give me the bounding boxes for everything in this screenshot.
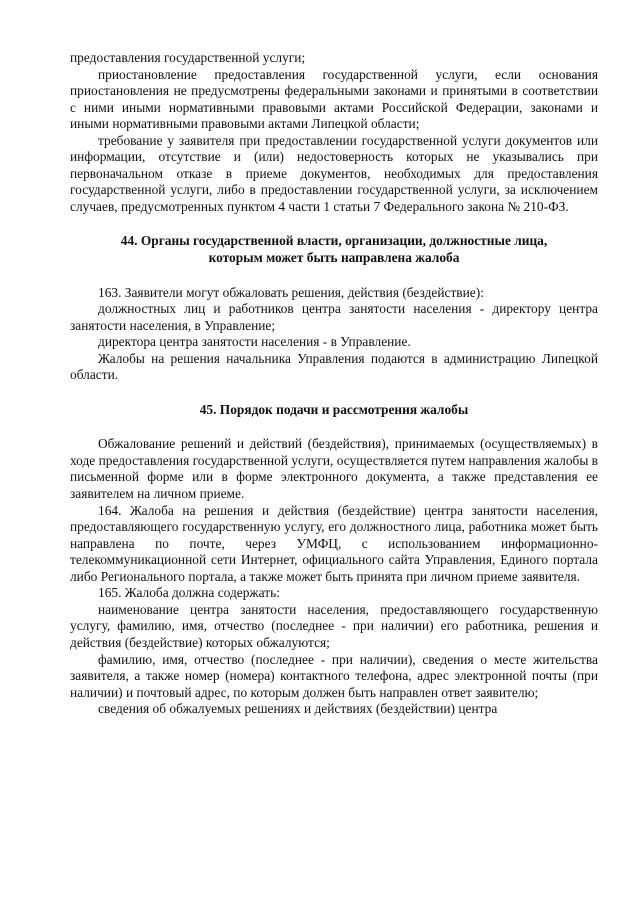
paragraph: наименование центра занятости населения, предоставляющего государственную услугу, фамилию, имя, отчество (последнее - при наличии) его работника, решения и действия (бездействие) которых обжалуются; bbox=[70, 601, 598, 650]
paragraph: требование у заявителя при предоставлении государственной услуги документов или информации, отсутствие и (или) недостоверность которых не указывались при первоначальном отказе в приеме документов, необходимых для предоставления государственной услуги, либо в предоставлении государственной услуги, за исключением случаев, предусмотренных пунктом 4 части 1 статьи 7 Федерального закона № 210-ФЗ. bbox=[70, 132, 598, 214]
paragraph: 163. Заявители могут обжаловать решения, действия (бездействие): bbox=[98, 284, 484, 300]
paragraph: фамилию, имя, отчество (последнее - при наличии), сведения о месте жительства заявителя, а также номер (номера) контактного телефона, адрес электронной почты (при наличии) и почтовый адрес, по которым должен быть направлен ответ заявителю; bbox=[70, 651, 598, 700]
paragraph: Обжалование решений и действий (бездействия), принимаемых (осуществляемых) в ходе предоставления государственной услуги, осуществляется путем направления жалобы в письменной форме или в форме электронного документа, а также представления ее заявителем на личном приеме. bbox=[70, 436, 599, 502]
section-heading-45: 45. Порядок подачи и рассмотрения жалобы bbox=[199, 401, 469, 417]
paragraph: 164. Жалоба на решения и действия (бездействие) центра занятости населения, предоставляющего государственную услугу, его должностного лица, работника может быть направлена по почте, через УМФЦ, с использованием информационно-телекоммуникационной сети Интернет, официального сайта Управления, Единого портала либо Регионального портала, а также может быть принята при личном приеме заявителя. bbox=[70, 502, 598, 584]
paragraph: директора центра занятости населения - в Управление. bbox=[98, 334, 411, 350]
paragraph: предоставления государственной услуги; bbox=[70, 50, 306, 65]
paragraph: должностных лиц и работников центра занятости населения - директору центра занятости населения, в Управление; bbox=[70, 301, 598, 333]
paragraph: приостановление предоставления государственной услуги, если основания приостановления не предусмотрены федеральными законами и принятыми в соответствии с ними иными нормативными правовыми актами Российской Федерации, законами и иными нормативными правовыми актами Липецкой области; bbox=[70, 66, 598, 132]
paragraph: 165. Жалоба должна содержать: bbox=[98, 585, 280, 601]
paragraph: сведения об обжалуемых решениях и действиях (бездействии) центра bbox=[98, 701, 498, 717]
section-heading-44: 44. Органы государственной власти, организации, должностные лица, которым может быть направлена жалоба bbox=[120, 233, 548, 266]
paragraph: Жалобы на решения начальника Управления подаются в администрацию Липецкой области. bbox=[70, 350, 598, 383]
